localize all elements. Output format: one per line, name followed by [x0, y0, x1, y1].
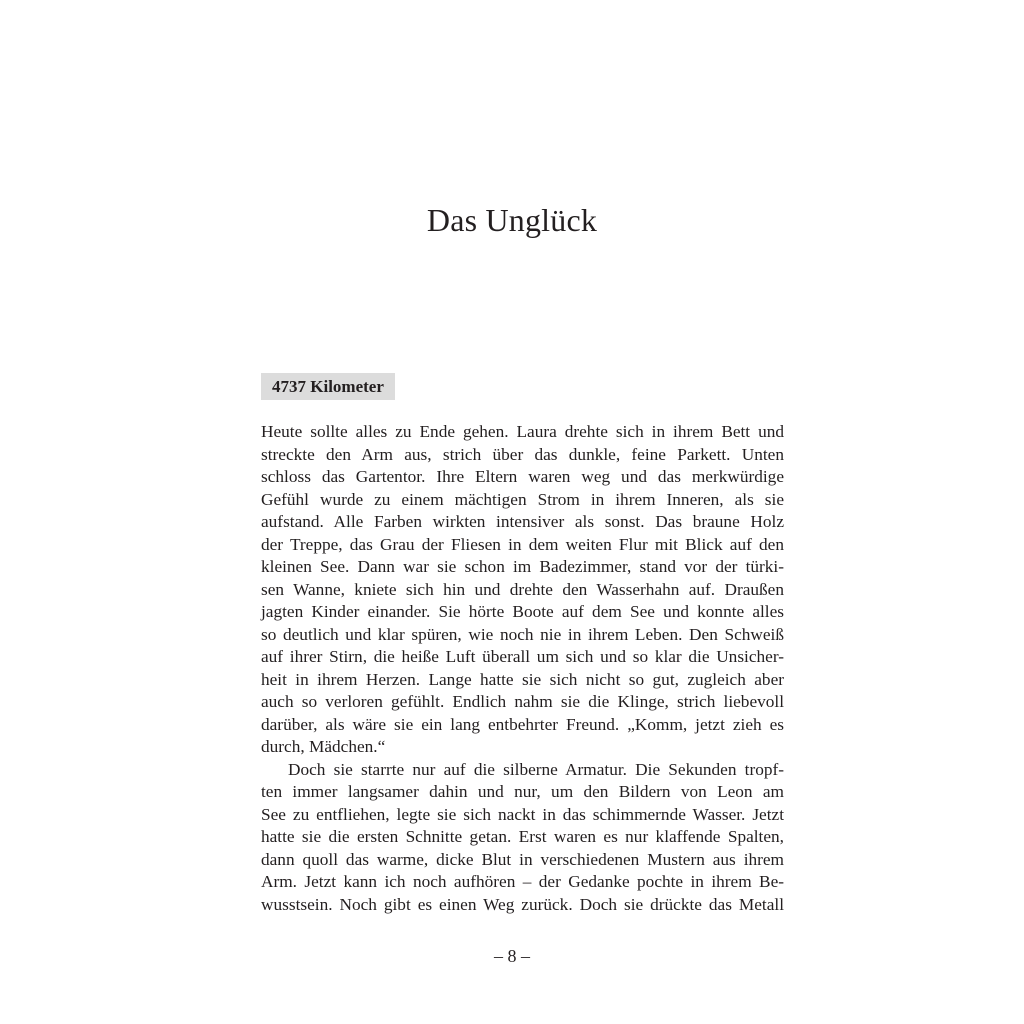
text-line: schloss das Gartentor. Ihre Eltern waren weg und das merkwürdige [261, 467, 784, 486]
text-line: hatte sie die ersten Schnitte getan. Erst waren es nur klaffende Spalten, [261, 827, 784, 846]
text-line: sen Wanne, kniete sich hin und drehte den Wasserhahn auf. Draußen [261, 579, 784, 599]
text-line: ten immer langsamer dahin und nur, um den Bildern von Leon am [261, 782, 784, 801]
text-line: auch so verloren gefühlt. Endlich nahm sie die Klinge, strich liebevoll [261, 692, 784, 711]
text-line: so deutlich und klar spüren, wie noch nie in ihrem Leben. Den Schweiß [261, 624, 784, 644]
text-line: der Treppe, das Grau der Fliesen in dem weiten Flur mit Blick auf den [261, 534, 784, 554]
section-heading: 4737 Kilometer [261, 373, 395, 400]
text-line: Doch sie starrte nur auf die silberne Armatur. Die Sekunden tropf- [288, 759, 784, 779]
text-line: wusstsein. Noch gibt es einen Weg zurück. Doch sie drückte das Metall [261, 894, 784, 914]
chapter-title: Das Unglück [426, 202, 598, 238]
text-line: durch, Mädchen.“ [261, 737, 386, 756]
text-line: Heute sollte alles zu Ende gehen. Laura drehte sich in ihrem Bett und [261, 422, 784, 441]
text-line: jagten Kinder einander. Sie hörte Boote auf dem See und konnte alles [261, 602, 784, 621]
text-line: aufstand. Alle Farben wirkten intensiver als sonst. Das braune Holz [261, 512, 784, 531]
page-number: – 8 – [494, 946, 530, 966]
text-line: kleinen See. Dann war sie schon im Badezimmer, stand vor der türki- [261, 557, 784, 576]
text-line: heit in ihrem Herzen. Lange hatte sie sich nicht so gut, zugleich aber [261, 669, 784, 689]
text-line: Gefühl wurde zu einem mächtigen Strom in ihrem Inneren, als sie [261, 489, 784, 509]
text-line: dann quoll das warme, dicke Blut in verschiedenen Mustern aus ihrem [261, 849, 784, 869]
text-line: darüber, als wäre sie ein lang entbehrter Freund. „Komm, jetzt zieh es [261, 714, 784, 734]
text-line: auf ihrer Stirn, die heiße Luft überall um sich und so klar die Unsicher- [261, 647, 784, 666]
text-line: streckte den Arm aus, strich über das dunkle, feine Parkett. Unten [261, 444, 784, 464]
text-line: Arm. Jetzt kann ich noch aufhören – der Gedanke pochte in ihrem Be- [261, 872, 784, 891]
text-line: See zu entfliehen, legte sie sich nackt in das schimmernde Wasser. Jetzt [261, 804, 784, 824]
body-text [261, 421, 784, 916]
